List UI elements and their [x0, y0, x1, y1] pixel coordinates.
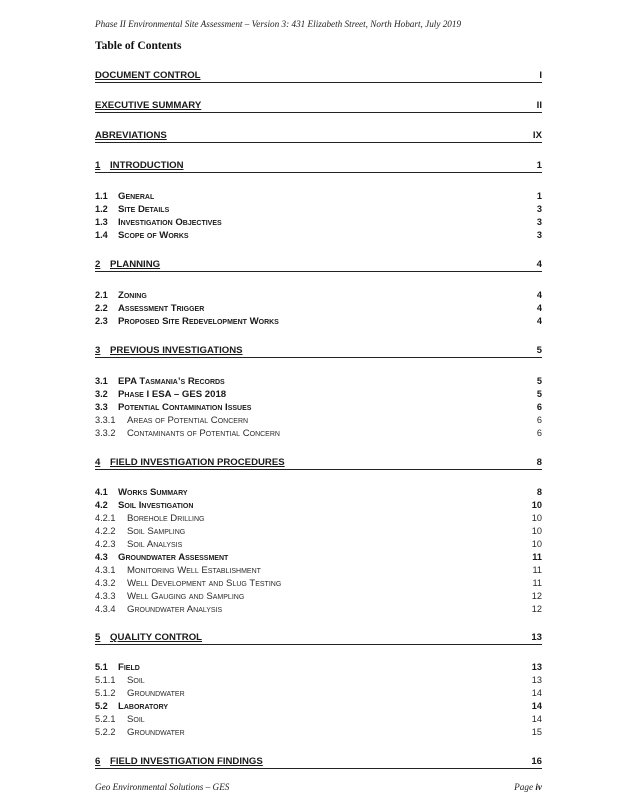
toc-entry-page: 10: [531, 539, 542, 549]
toc-entry-page: 11: [532, 578, 542, 588]
toc-entry-label: ABREVIATIONS: [95, 130, 167, 141]
toc-entry-page: 4: [536, 316, 542, 326]
toc-entry-label: Scope of Works: [118, 230, 189, 241]
toc-entry-number: 4.3: [95, 552, 108, 562]
toc-entry-number: 4.2.3: [95, 539, 116, 549]
toc-entry-5-1-2-groundwater[interactable]: [95, 688, 542, 701]
toc-entry-label: Soil Sampling: [127, 526, 186, 537]
toc-entry-3-1-epa-tasmania-s-records[interactable]: [95, 376, 542, 389]
toc-entry-4-3-2-well-development-and-slug-testing[interactable]: [95, 578, 542, 591]
toc-entry-label: Phase I ESA – GES 2018: [118, 389, 227, 400]
toc-entry-2-3-proposed-site-redevelopment-works[interactable]: [95, 316, 542, 329]
toc-entry-3-3-1-areas-of-potential-concern[interactable]: [95, 415, 542, 428]
toc-entry-page: I: [539, 70, 542, 81]
toc-entry-number: 4.3.4: [95, 604, 116, 614]
toc-entry-label: Groundwater Analysis: [127, 604, 223, 615]
footer-page-number: iv: [535, 782, 542, 792]
toc-entry-page: 8: [536, 487, 542, 497]
toc-entry-page: 15: [531, 727, 542, 737]
toc-entry-5-1-1-soil[interactable]: [95, 675, 542, 688]
toc-entry-5-quality-control[interactable]: [95, 632, 542, 645]
toc-entry-page: 4: [536, 259, 542, 270]
toc-entry-label: Proposed Site Redevelopment Works: [118, 316, 279, 327]
toc-entry-number: 2.3: [95, 316, 108, 326]
toc-entry-page: 12: [531, 604, 542, 614]
toc-entry-label: DOCUMENT CONTROL: [95, 70, 201, 81]
toc-entry-label: Well Gauging and Sampling: [127, 591, 245, 602]
toc-entry-page: 6: [536, 415, 542, 425]
toc-entry-label: INTRODUCTION: [110, 160, 184, 171]
toc-entry-number: 1.3: [95, 217, 108, 227]
toc-entry-label: Laboratory: [118, 701, 169, 712]
toc-entry-label: Soil: [127, 675, 145, 686]
toc-entry-number: 5.2.1: [95, 714, 116, 724]
toc-entry-1-3-investigation-objectives[interactable]: [95, 217, 542, 230]
table-of-contents: [95, 0, 542, 805]
toc-entry-label: Groundwater: [127, 727, 185, 738]
toc-entry-5-2-2-groundwater[interactable]: [95, 727, 542, 740]
toc-entry-abreviations[interactable]: [95, 130, 542, 143]
toc-entry-number: 1: [95, 160, 101, 171]
toc-entry-number: 3: [95, 345, 101, 356]
toc-entry-number: 4.2.1: [95, 513, 116, 523]
toc-entry-number: 3.1: [95, 376, 108, 386]
toc-entry-label: Areas of Potential Concern: [127, 415, 249, 426]
toc-entry-5-1-field[interactable]: [95, 662, 542, 675]
running-header: Phase II Environmental Site Assessment – Version 3: 431 Elizabeth Street, North Hobart, July 2019: [95, 19, 462, 29]
toc-entry-5-2-1-soil[interactable]: [95, 714, 542, 727]
toc-entry-number: 5.1.2: [95, 688, 116, 698]
toc-entry-number: 4.2: [95, 500, 108, 510]
toc-entry-number: 5.2: [95, 701, 108, 711]
toc-entry-label: Zoning: [118, 290, 147, 301]
toc-entry-page: 8: [536, 457, 542, 468]
toc-entry-page: 16: [531, 756, 542, 767]
toc-entry-number: 4.1: [95, 487, 108, 497]
toc-entry-label: PLANNING: [110, 259, 161, 270]
toc-entry-label: Assessment Trigger: [118, 303, 205, 314]
toc-entry-4-2-2-soil-sampling[interactable]: [95, 526, 542, 539]
toc-entry-executive-summary[interactable]: [95, 100, 542, 113]
toc-entry-3-2-phase-i-esa-ges-2018[interactable]: [95, 389, 542, 402]
toc-entry-3-3-potential-contamination-issues[interactable]: [95, 402, 542, 415]
toc-entry-number: 4.3.3: [95, 591, 116, 601]
toc-entry-page: 1: [536, 160, 542, 171]
toc-entry-label: Contaminants of Potential Concern: [127, 428, 280, 439]
toc-entry-label: EXECUTIVE SUMMARY: [95, 100, 202, 111]
toc-entry-number: 4.3.1: [95, 565, 116, 575]
toc-entry-label: Soil Analysis: [127, 539, 183, 550]
toc-entry-page: 5: [536, 376, 542, 386]
toc-entry-page: 14: [531, 714, 542, 724]
toc-entry-label: Field: [118, 662, 140, 673]
toc-entry-5-2-laboratory[interactable]: [95, 701, 542, 714]
toc-entry-page: 11: [532, 565, 542, 575]
toc-entry-label: Borehole Drilling: [127, 513, 205, 524]
toc-entry-label: Well Development and Slug Testing: [127, 578, 282, 589]
toc-entry-label: PREVIOUS INVESTIGATIONS: [110, 345, 243, 356]
toc-entry-number: 5.2.2: [95, 727, 116, 737]
toc-entry-2-1-zoning[interactable]: [95, 290, 542, 303]
toc-entry-label: Groundwater: [127, 688, 185, 699]
footer-page-label: Page: [514, 782, 534, 792]
toc-entry-4-3-4-groundwater-analysis[interactable]: [95, 604, 542, 617]
toc-entry-3-3-2-contaminants-of-potential-concern[interactable]: [95, 428, 542, 441]
toc-entry-label: Soil: [127, 714, 145, 725]
toc-entry-number: 1.4: [95, 230, 108, 240]
toc-entry-number: 5.1: [95, 662, 108, 672]
toc-entry-label: FIELD INVESTIGATION PROCEDURES: [110, 457, 285, 468]
toc-entry-label: Works Summary: [118, 487, 188, 498]
toc-entry-document-control[interactable]: [95, 70, 542, 83]
toc-entry-label: Groundwater Assessment: [118, 552, 229, 563]
toc-entry-1-introduction[interactable]: [95, 160, 542, 173]
toc-entry-4-1-works-summary[interactable]: [95, 487, 542, 500]
toc-entry-6-field-investigation-findings[interactable]: [95, 756, 542, 769]
toc-entry-page: 5: [536, 389, 542, 399]
toc-entry-page: 13: [531, 662, 542, 672]
toc-entry-2-2-assessment-trigger[interactable]: [95, 303, 542, 316]
toc-entry-number: 5.1.1: [95, 675, 116, 685]
toc-entry-page: 14: [531, 688, 542, 698]
toc-entry-number: 3.3.2: [95, 428, 116, 438]
toc-entry-4-2-soil-investigation[interactable]: [95, 500, 542, 513]
toc-entry-page: 5: [536, 345, 542, 356]
toc-entry-label: FIELD INVESTIGATION FINDINGS: [110, 756, 263, 767]
toc-entry-page: 3: [536, 217, 542, 227]
toc-entry-1-4-scope-of-works[interactable]: [95, 230, 542, 243]
toc-entry-number: 4: [95, 457, 101, 468]
toc-entry-label: QUALITY CONTROL: [110, 632, 203, 643]
toc-entry-page: 10: [531, 500, 542, 510]
toc-entry-number: 3.2: [95, 389, 108, 399]
toc-entry-page: 10: [531, 513, 542, 523]
toc-entry-number: 4.3.2: [95, 578, 116, 588]
toc-entry-number: 1.1: [95, 191, 108, 201]
toc-entry-4-2-3-soil-analysis[interactable]: [95, 539, 542, 552]
toc-entry-2-planning[interactable]: [95, 259, 542, 272]
toc-entry-label: EPA Tasmania’s Records: [118, 376, 225, 387]
toc-entry-page: 11: [532, 552, 542, 562]
toc-entry-page: 1: [536, 191, 542, 201]
toc-entry-label: Investigation Objectives: [118, 217, 222, 228]
toc-entry-1-1-general[interactable]: [95, 191, 542, 204]
toc-entry-number: 4.2.2: [95, 526, 116, 536]
toc-entry-page: 13: [531, 675, 542, 685]
toc-entry-number: 5: [95, 632, 101, 643]
toc-title: Table of Contents: [95, 40, 182, 52]
toc-entry-page: 4: [536, 303, 542, 313]
toc-entry-number: 3.3.1: [95, 415, 116, 425]
toc-entry-number: 1.2: [95, 204, 108, 214]
toc-entry-label: Potential Contamination Issues: [118, 402, 252, 413]
toc-entry-4-2-1-borehole-drilling[interactable]: [95, 513, 542, 526]
toc-entry-label: General: [118, 191, 155, 202]
toc-entry-4-3-1-monitoring-well-establishment[interactable]: [95, 565, 542, 578]
toc-entry-label: Site Details: [118, 204, 170, 215]
toc-entry-page: II: [536, 100, 542, 111]
toc-entry-page: IX: [532, 130, 542, 141]
toc-entry-label: Soil Investigation: [118, 500, 194, 511]
toc-entry-4-3-groundwater-assessment[interactable]: [95, 552, 542, 565]
toc-entry-page: 4: [536, 290, 542, 300]
footer-company: Geo Environmental Solutions – GES: [95, 782, 230, 792]
toc-entry-page: 6: [536, 428, 542, 438]
toc-entry-page: 6: [536, 402, 542, 412]
toc-entry-number: 2: [95, 259, 101, 270]
toc-entry-label: Monitoring Well Establishment: [127, 565, 261, 576]
toc-entry-4-3-3-well-gauging-and-sampling[interactable]: [95, 591, 542, 604]
toc-entry-page: 3: [536, 204, 542, 214]
toc-entry-number: 2.2: [95, 303, 108, 313]
toc-entry-number: 6: [95, 756, 101, 767]
footer-page: [514, 782, 542, 792]
toc-entry-page: 14: [531, 701, 542, 711]
toc-entry-page: 3: [536, 230, 542, 240]
toc-entry-number: 3.3: [95, 402, 108, 412]
toc-entry-page: 10: [531, 526, 542, 536]
toc-entry-1-2-site-details[interactable]: [95, 204, 542, 217]
toc-entry-page: 13: [531, 632, 542, 643]
toc-entry-page: 12: [531, 591, 542, 601]
toc-entry-number: 2.1: [95, 290, 108, 300]
toc-entry-4-field-investigation-procedures[interactable]: [95, 457, 542, 470]
toc-entry-3-previous-investigations[interactable]: [95, 345, 542, 358]
